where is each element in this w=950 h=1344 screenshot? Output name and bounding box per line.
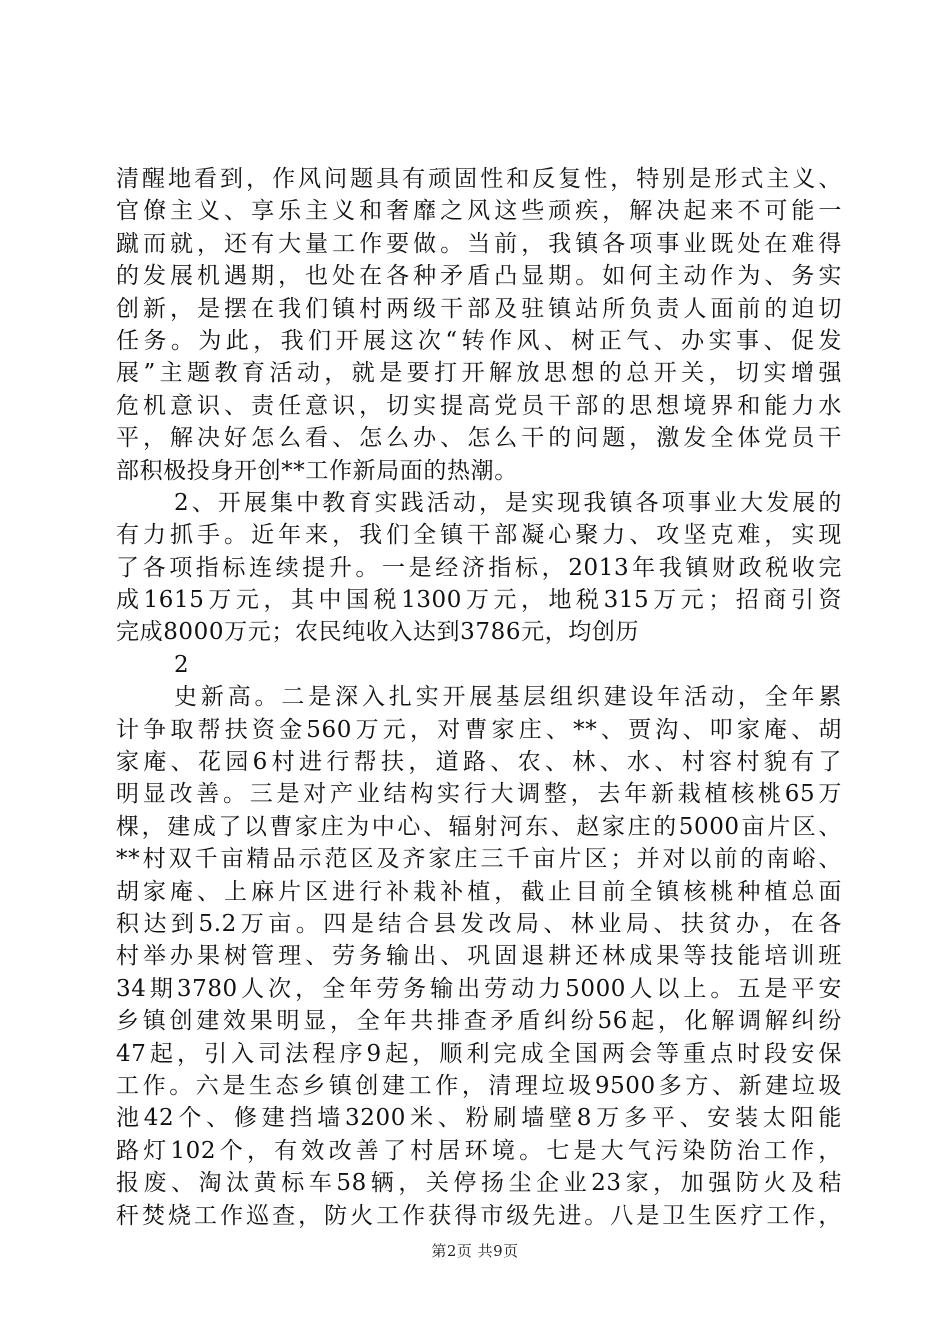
text-line: **村双千亩精品示范区及齐家庄三千亩片区；并对以前的南峪、 bbox=[116, 846, 842, 873]
text-line: 家庵、花园6村进行帮扶，道路、农、林、水、村容村貌有了 bbox=[116, 749, 842, 776]
text-line: 胡家庵、上麻片区进行补栽补植，截止目前全镇核桃种植总面 bbox=[116, 878, 842, 905]
text-line: 47起，引入司法程序9起，顺利完成全国两会等重点时段安保 bbox=[116, 1040, 842, 1067]
text-line: 积达到5.2万亩。四是结合县发改局、林业局、扶贫办，在各 bbox=[116, 910, 842, 937]
body-text bbox=[116, 163, 842, 1232]
text-line: 完成8000万元；农民纯收入达到3786元，均创历 bbox=[116, 619, 640, 646]
text-line: 池42个、修建挡墙3200米、粉刷墙壁8万多平、安装太阳能 bbox=[116, 1105, 842, 1132]
text-line: 乡镇创建效果明显，全年共排查矛盾纠纷56起，化解调解纠纷 bbox=[116, 1008, 842, 1035]
text-line: 棵，建成了以曹家庄为中心、辐射河东、赵家庄的5000亩片区、 bbox=[116, 813, 842, 840]
text-line: 任务。为此，我们开展这次“转作风、树正气、办实事、促发 bbox=[116, 327, 842, 354]
page-number-marker: 2 bbox=[174, 651, 190, 678]
text-line: 村举办果树管理、劳务输出、巩固退耕还林成果等技能培训班 bbox=[116, 943, 842, 970]
text-line: 危机意识、责任意识，切实提高党员干部的思想境界和能力水 bbox=[116, 392, 842, 419]
text-line: 秆焚烧工作巡查，防火工作获得市级先进。八是卫生医疗工作， bbox=[116, 1202, 842, 1229]
paragraph-first-line: 史新高。二是深入扎实开展基层组织建设年活动，全年累 bbox=[174, 684, 842, 711]
text-line: 明显改善。三是对产业结构实行大调整，去年新栽植核桃65万 bbox=[116, 781, 842, 808]
text-line: 34期3780人次，全年劳务输出劳动力5000人以上。五是平安 bbox=[116, 975, 842, 1002]
text-line: 的发展机遇期，也处在各种矛盾凸显期。如何主动作为、务实 bbox=[116, 263, 842, 290]
text-line: 报废、淘汰黄标车58辆，关停扬尘企业23家，加强防火及秸 bbox=[116, 1170, 842, 1197]
text-line: 工作。六是生态乡镇创建工作，清理垃圾9500多方、新建垃圾 bbox=[116, 1072, 842, 1099]
text-line: 蹴而就，还有大量工作要做。当前，我镇各项事业既处在难得 bbox=[116, 230, 842, 257]
paragraph-first-line: 2、开展集中教育实践活动，是实现我镇各项事业大发展的 bbox=[174, 489, 842, 516]
text-line: 了各项指标连续提升。一是经济指标，2013年我镇财政税收完 bbox=[116, 554, 842, 581]
text-line: 创新，是摆在我们镇村两级干部及驻镇站所负责人面前的迫切 bbox=[116, 295, 842, 322]
text-line: 路灯102个，有效改善了村居环境。七是大气污染防治工作， bbox=[116, 1137, 842, 1164]
page-footer: 第2页 共9页 bbox=[431, 1242, 519, 1260]
text-line: 计争取帮扶资金560万元，对曹家庄、**、贾沟、叩家庵、胡 bbox=[116, 716, 842, 743]
text-line: 有力抓手。近年来，我们全镇干部凝心聚力、攻坚克难，实现 bbox=[116, 522, 842, 549]
text-line: 成1615万元，其中国税1300万元，地税315万元；招商引资 bbox=[116, 587, 842, 614]
text-line: 展”主题教育活动，就是要打开解放思想的总开关，切实增强 bbox=[116, 360, 842, 387]
text-line: 平，解决好怎么看、怎么办、怎么干的问题，激发全体党员干 bbox=[116, 425, 842, 452]
text-line: 清醒地看到，作风问题具有顽固性和反复性，特别是形式主义、 bbox=[116, 166, 842, 192]
text-line: 官僚主义、享乐主义和奢靡之风这些顽疾，解决起来不可能一 bbox=[116, 198, 842, 225]
text-line: 部积极投身开创**工作新局面的热潮。 bbox=[116, 457, 518, 484]
